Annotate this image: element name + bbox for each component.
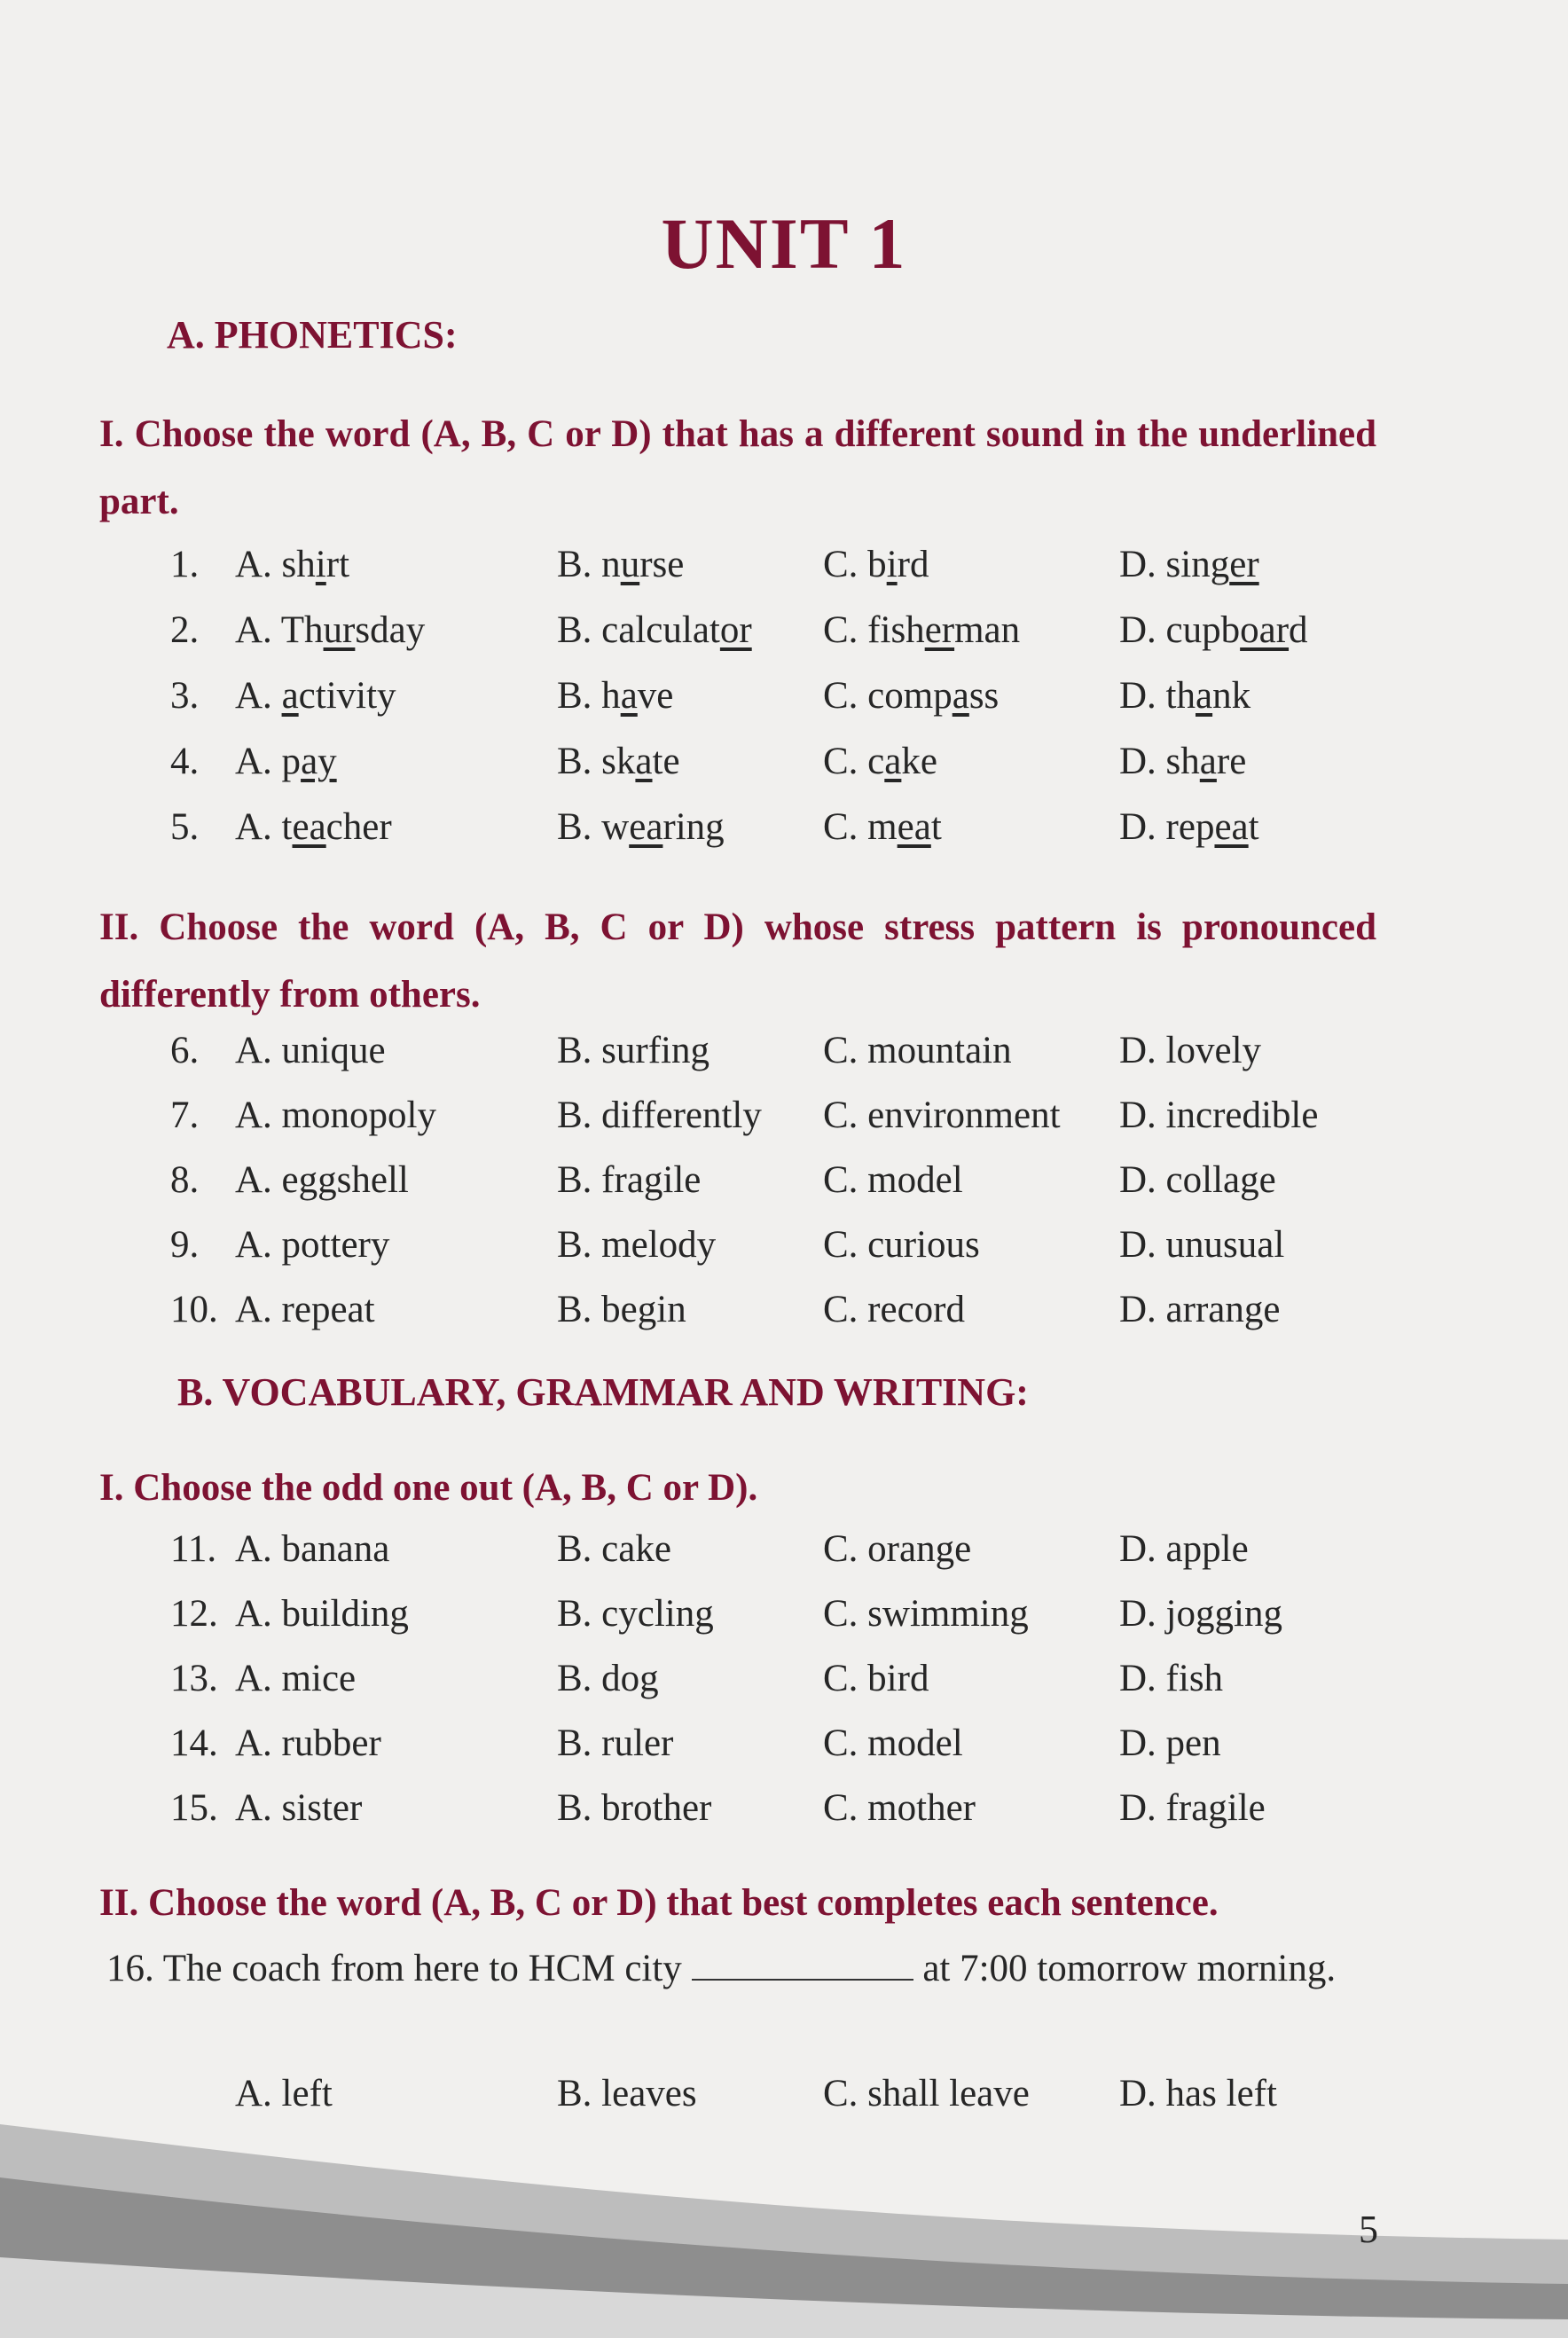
underlined-part: a xyxy=(952,675,969,717)
question-row xyxy=(0,674,1568,731)
word-part: B. n xyxy=(557,544,621,585)
option-a xyxy=(235,805,392,849)
option-d: D. apple xyxy=(1119,1528,1249,1570)
option-d xyxy=(1119,674,1250,718)
option-a: A. eggshell xyxy=(235,1159,409,1201)
option-a: A. pottery xyxy=(235,1224,390,1266)
option-b: B. cake xyxy=(557,1528,671,1570)
option-a xyxy=(235,543,349,586)
question-row xyxy=(0,1592,1568,1649)
option-c: C. curious xyxy=(823,1224,980,1266)
option-c: C. record xyxy=(823,1289,965,1330)
option-c xyxy=(823,674,999,718)
word-part: B. sk xyxy=(557,741,636,782)
word-part: sday xyxy=(355,609,426,651)
option-d xyxy=(1119,805,1259,849)
underlined-part: ea xyxy=(629,806,663,848)
option-c: C. shall leave xyxy=(823,2073,1030,2114)
option-b xyxy=(557,543,684,586)
word-part: ss xyxy=(968,675,1000,717)
option-a: A. unique xyxy=(235,1030,386,1071)
answer-blank xyxy=(692,1947,913,1981)
underlined-part: er xyxy=(1229,544,1259,585)
underlined-part: ea xyxy=(292,806,326,848)
option-a xyxy=(235,608,425,652)
word-part: re xyxy=(1216,741,1247,782)
option-b: B. fragile xyxy=(557,1159,702,1201)
option-d: D. has left xyxy=(1119,2073,1277,2114)
underlined-part: a xyxy=(1196,675,1213,717)
option-b: B. melody xyxy=(557,1224,717,1266)
word-part: C. fish xyxy=(823,609,925,651)
option-a xyxy=(235,740,337,783)
option-d: D. unusual xyxy=(1119,1224,1285,1266)
question-row xyxy=(0,1527,1568,1584)
option-c: C. mountain xyxy=(823,1030,1012,1071)
underlined-part: u xyxy=(620,544,640,585)
section-a-heading: A. PHONETICS: xyxy=(167,313,458,357)
word-part: rd xyxy=(897,544,929,585)
question-number: 7. xyxy=(170,1094,200,1136)
option-c xyxy=(823,805,942,849)
word-part: C. c xyxy=(823,741,885,782)
word-part: D. rep xyxy=(1119,806,1215,848)
option-d: D. collage xyxy=(1119,1159,1276,1201)
underlined-part: or xyxy=(719,609,752,651)
question-number: 9. xyxy=(170,1224,200,1266)
option-b: B. differently xyxy=(557,1094,762,1136)
option-c: C. mother xyxy=(823,1787,976,1829)
underlined-part: a xyxy=(1199,741,1217,782)
underlined-part: a xyxy=(620,675,638,717)
option-c: C. bird xyxy=(823,1658,929,1699)
option-a: A. building xyxy=(235,1593,409,1635)
word-part: B. h xyxy=(557,675,621,717)
question-number: 4. xyxy=(170,741,200,782)
page-bottom-decoration xyxy=(0,2124,1568,2338)
option-d: D. jogging xyxy=(1119,1593,1282,1635)
option-c: C. environment xyxy=(823,1094,1061,1136)
question-number: 6. xyxy=(170,1030,200,1071)
option-a: A. left xyxy=(235,2073,333,2114)
option-b xyxy=(557,674,673,718)
word-part: C. m xyxy=(823,806,898,848)
option-b: B. dog xyxy=(557,1658,659,1699)
question-number: 12. xyxy=(170,1593,218,1635)
option-d xyxy=(1119,740,1246,783)
word-part: cher xyxy=(325,806,392,848)
word-part: rse xyxy=(639,544,685,585)
word-part: A. xyxy=(235,675,282,717)
question-number: 13. xyxy=(170,1658,218,1699)
word-part: man xyxy=(954,609,1021,651)
page-number: 5 xyxy=(1359,2208,1378,2251)
question-16-text-after: at 7:00 tomorrow morning. xyxy=(922,1948,1337,1989)
option-a: A. mice xyxy=(235,1658,357,1699)
option-b: B. surfing xyxy=(557,1030,710,1071)
option-a: A. sister xyxy=(235,1787,363,1829)
question-16 xyxy=(106,1930,1384,2008)
word-part: A. Th xyxy=(235,609,324,651)
option-c: C. model xyxy=(823,1722,963,1764)
option-d: D. arrange xyxy=(1119,1289,1281,1330)
option-d xyxy=(1119,543,1259,586)
word-part: A. p xyxy=(235,741,302,782)
question-row xyxy=(0,1223,1568,1280)
question-row xyxy=(0,740,1568,796)
word-part: B. w xyxy=(557,806,630,848)
option-a: A. monopoly xyxy=(235,1094,436,1136)
option-d xyxy=(1119,608,1308,652)
word-part: A. sh xyxy=(235,544,316,585)
question-row xyxy=(0,1158,1568,1215)
word-part: A. t xyxy=(235,806,293,848)
underlined-part: i xyxy=(886,544,898,585)
question-row xyxy=(0,608,1568,665)
word-part: C. comp xyxy=(823,675,953,717)
word-part: t xyxy=(1248,806,1259,848)
underlined-part: er xyxy=(924,609,955,651)
phonetics-part1-instruction: I. Choose the word (A, B, C or D) that has a different sound in the underlined part. xyxy=(99,413,1376,522)
question-row xyxy=(0,1657,1568,1714)
question-number: 15. xyxy=(170,1787,218,1829)
question-row xyxy=(0,1094,1568,1150)
option-c xyxy=(823,740,937,783)
phonetics-part2-instruction: II. Choose the word (A, B, C or D) whose stress pattern is pronounced differently from others. xyxy=(99,906,1376,1016)
question-number: 5. xyxy=(170,806,200,848)
option-b: B. begin xyxy=(557,1289,686,1330)
option-b: B. cycling xyxy=(557,1593,714,1635)
unit-title: UNIT 1 xyxy=(661,203,907,284)
word-part: C. b xyxy=(823,544,887,585)
option-d: D. fish xyxy=(1119,1658,1224,1699)
vocab-part2-instruction: II. Choose the word (A, B, C or D) that best completes each sentence. xyxy=(99,1882,1219,1924)
word-part: ke xyxy=(901,741,937,782)
word-part: rt xyxy=(325,544,350,585)
question-number: 10. xyxy=(170,1289,218,1330)
section-b-heading: B. VOCABULARY, GRAMMAR AND WRITING: xyxy=(177,1370,1029,1414)
word-part: t xyxy=(930,806,942,848)
option-b: B. brother xyxy=(557,1787,712,1829)
word-part: ring xyxy=(662,806,725,848)
option-b xyxy=(557,805,725,849)
option-c: C. model xyxy=(823,1159,963,1201)
underlined-part: ea xyxy=(1214,806,1249,848)
question-number: 2. xyxy=(170,609,200,651)
question-number: 3. xyxy=(170,675,200,717)
underlined-part: ea xyxy=(897,806,931,848)
underlined-part: a xyxy=(281,675,299,717)
word-part: nk xyxy=(1212,675,1251,717)
question-16-text-before: 16. The coach from here to HCM city xyxy=(106,1948,682,1989)
option-a: A. repeat xyxy=(235,1289,375,1330)
word-part: te xyxy=(652,741,680,782)
option-c xyxy=(823,543,929,586)
option-c: C. swimming xyxy=(823,1593,1029,1635)
underlined-part: ur xyxy=(323,609,356,651)
question-row xyxy=(0,1288,1568,1345)
word-part: d xyxy=(1289,609,1308,651)
word-part: D. sh xyxy=(1119,741,1200,782)
word-part: D. cupb xyxy=(1119,609,1241,651)
question-row xyxy=(0,543,1568,600)
question-number: 8. xyxy=(170,1159,200,1201)
option-b xyxy=(557,608,752,652)
option-c: C. orange xyxy=(823,1528,972,1570)
question-row xyxy=(0,1029,1568,1086)
question-row xyxy=(0,805,1568,862)
word-part: ve xyxy=(637,675,674,717)
question-number: 14. xyxy=(170,1722,218,1764)
option-b: B. ruler xyxy=(557,1722,674,1764)
question-row xyxy=(0,1722,1568,1778)
option-b: B. leaves xyxy=(557,2073,697,2114)
word-part: D. sing xyxy=(1119,544,1230,585)
word-part: ctivity xyxy=(298,675,396,717)
underlined-part: i xyxy=(315,544,326,585)
question-16-options xyxy=(0,2072,1568,2129)
option-b xyxy=(557,740,680,783)
word-part: D. th xyxy=(1119,675,1196,717)
option-d: D. fragile xyxy=(1119,1787,1266,1829)
option-a xyxy=(235,674,396,718)
vocab-part1-instruction: I. Choose the odd one out (A, B, C or D). xyxy=(99,1467,758,1509)
underlined-part: a xyxy=(884,741,902,782)
question-number: 1. xyxy=(170,544,200,585)
underlined-part: oar xyxy=(1240,609,1290,651)
question-row xyxy=(0,1786,1568,1843)
option-c xyxy=(823,608,1020,652)
underlined-part: ay xyxy=(301,741,337,782)
underlined-part: a xyxy=(635,741,653,782)
option-d: D. pen xyxy=(1119,1722,1221,1764)
option-d: D. lovely xyxy=(1119,1030,1262,1071)
option-a: A. banana xyxy=(235,1528,390,1570)
word-part: B. calculat xyxy=(557,609,720,651)
question-number: 11. xyxy=(170,1528,217,1570)
option-d: D. incredible xyxy=(1119,1094,1319,1136)
option-a: A. rubber xyxy=(235,1722,381,1764)
